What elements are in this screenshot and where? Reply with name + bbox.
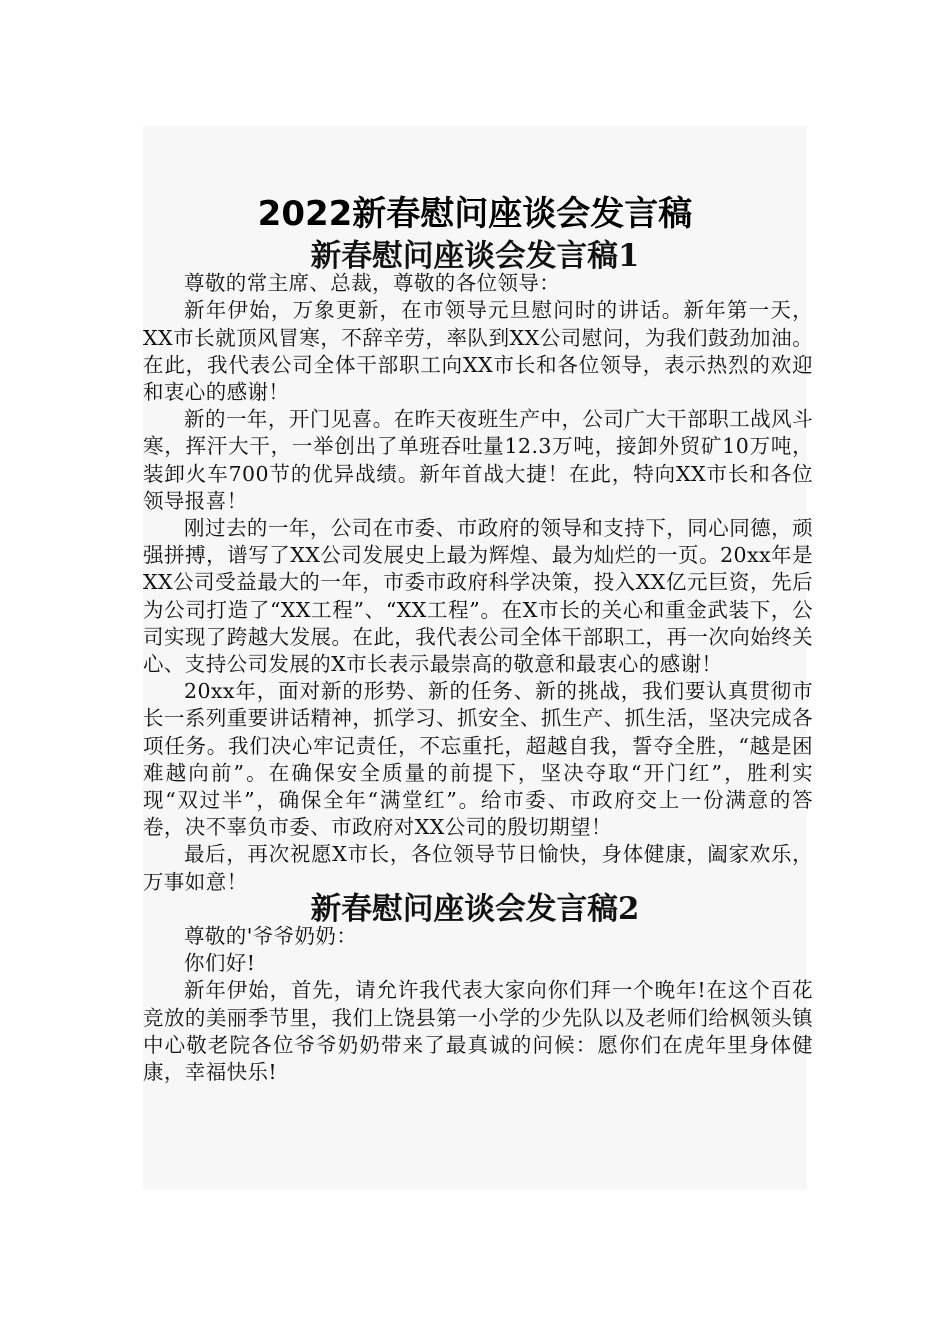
body-paragraph: 新年伊始，首先，请允许我代表大家向你们拜一个晚年!在这个百花竞放的美丽季节里，我们上饶县第一小学的少先队以及老师们给枫领头镇中心敬老院各位爷爷奶奶带来了最真诚的问候：愿你们在虎年里身体健康，幸福快乐! xyxy=(143,978,813,1085)
body-paragraph: 新的一年，开门见喜。在昨天夜班生产中，公司广大干部职工战风斗寒，挥汗大干，一举创出了单班吞吐量12.3万吨，接卸外贸矿10万吨，装卸火车700节的优异战绩。新年首战大捷！在此，特向XX市长和各位领导报喜！ xyxy=(143,407,813,513)
greeting: 你们好! xyxy=(184,951,256,976)
body-paragraph: 刚过去的一年，公司在市委、市政府的领导和支持下，同心同德，顽强拼搏，谱写了XX公司发展史上最为辉煌、最为灿烂的一页。20xx年是XX公司受益最大的一年，市委市政府科学决策，投入XX亿元巨资，先后为公司打造了“XX工程”、“XX工程”。在X市长的关心和重金武装下，公司实现了跨越大发展。在此，我代表公司全体干部职工，再一次向始终关心、支持公司发展的X市长表示最崇高的敬意和最衷心的感谢！ xyxy=(143,516,813,677)
salutation: 尊敬的'爷爷奶奶： xyxy=(184,924,358,949)
document-title: 2022新春慰问座谈会发言稿 xyxy=(257,194,693,234)
section-heading: 新春慰问座谈会发言稿2 xyxy=(310,890,640,927)
closing-paragraph: 最后，再次祝愿X市长，各位领导节日愉快，身体健康，阖家欢乐，万事如意！ xyxy=(143,842,813,894)
body-paragraph: 20xx年，面对新的形势、新的任务、新的挑战，我们要认真贯彻市长一系列重要讲话精神，抓学习、抓安全、抓生产、抓生活，坚决完成各项任务。我们决心牢记责任，不忘重托，超越自我，誓夺全胜，“越是困难越向前”。在确保安全质量的前提下，坚决夺取“开门红”，胜利实现“双过半”，确保全年“满堂红”。给市委、市政府交上一份满意的答卷，决不辜负市委、市政府对XX公司的殷切期望！ xyxy=(143,679,813,840)
salutation: 尊敬的常主席、总裁，尊敬的各位领导： xyxy=(184,271,561,296)
section-heading: 新春慰问座谈会发言稿1 xyxy=(310,238,640,274)
body-paragraph: 新年伊始，万象更新，在市领导元旦慰问时的讲话。新年第一天，XX市长就顶风冒寒，不辞辛劳，率队到XX公司慰问，为我们鼓劲加油。在此，我代表公司全体干部职工向XX市长和各位领导，表示热烈的欢迎和衷心的感谢！ xyxy=(143,298,813,405)
document-body xyxy=(143,238,813,1086)
